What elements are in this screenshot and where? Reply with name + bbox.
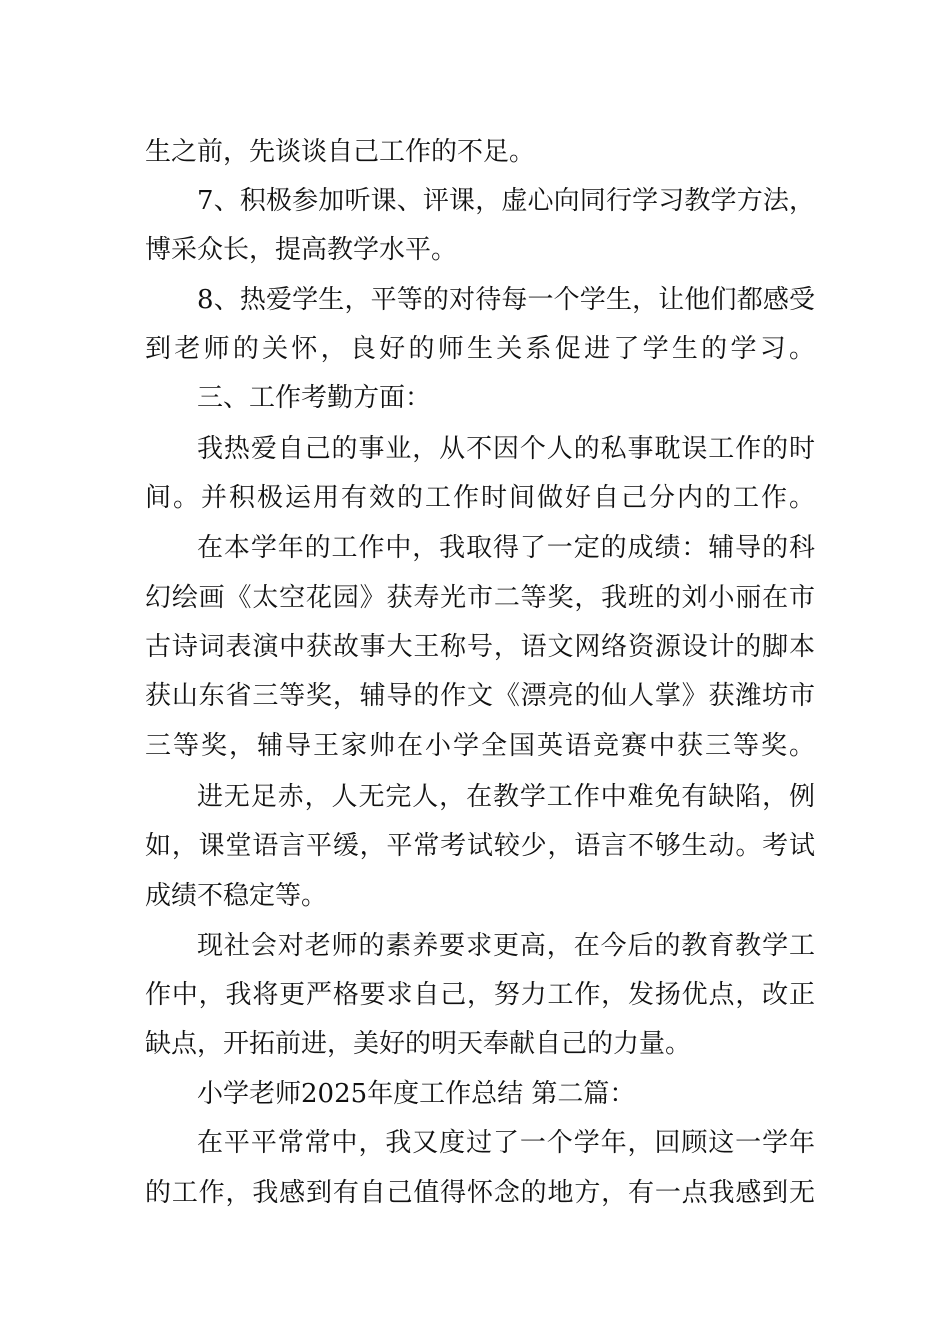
text-line-17: 现社会对老师的素养要求更高，在今后的教育教学工: [197, 931, 815, 961]
text-line-7: 我热爱自己的事业，从不因个人的私事耽误工作的时: [197, 434, 815, 464]
text-line-15: 如，课堂语言平缓，平常考试较少，语言不够生动。考试: [145, 831, 815, 861]
text-line-16: 成绩不稳定等。: [145, 881, 328, 911]
text-line-19: 缺点，开拓前进，美好的明天奉献自己的力量。: [145, 1029, 692, 1059]
text-line-1: 生之前，先谈谈自己工作的不足。: [145, 137, 536, 167]
text-line-13: 三等奖，辅导王家帅在小学全国英语竞赛中获三等奖。: [145, 731, 815, 761]
text-line-10: 幻绘画《太空花园》获寿光市二等奖，我班的刘小丽在市: [145, 583, 815, 613]
section-heading: 三、工作考勤方面：: [197, 383, 432, 413]
text-line-22: 的工作，我感到有自己值得怀念的地方，有一点我感到无: [145, 1178, 815, 1208]
text-line-4: 8、热爱学生，平等的对待每一个学生，让他们都感受: [197, 285, 815, 315]
text-line-3: 博采众长，提高教学水平。: [145, 235, 458, 265]
text-line-8: 间。并积极运用有效的工作时间做好自己分内的工作。: [145, 483, 815, 513]
text-line-9: 在本学年的工作中，我取得了一定的成绩：辅导的科: [197, 533, 815, 563]
text-line-14: 进无足赤，人无完人，在教学工作中难免有缺陷，例: [197, 782, 815, 812]
section-title-second-part: 小学老师2025年度工作总结 第二篇：: [197, 1079, 636, 1109]
text-line-2: 7、积极参加听课、评课，虚心向同行学习教学方法，: [197, 186, 815, 216]
text-line-12: 获山东省三等奖，辅导的作文《漂亮的仙人掌》获潍坊市: [145, 681, 815, 711]
text-line-11: 古诗词表演中获故事大王称号，语文网络资源设计的脚本: [145, 632, 815, 662]
text-line-18: 作中，我将更严格要求自己，努力工作，发扬优点，改正: [145, 980, 815, 1010]
text-line-5: 到老师的关怀，良好的师生关系促进了学生的学习。: [145, 334, 815, 364]
text-line-21: 在平平常常中，我又度过了一个学年，回顾这一学年: [197, 1128, 815, 1158]
